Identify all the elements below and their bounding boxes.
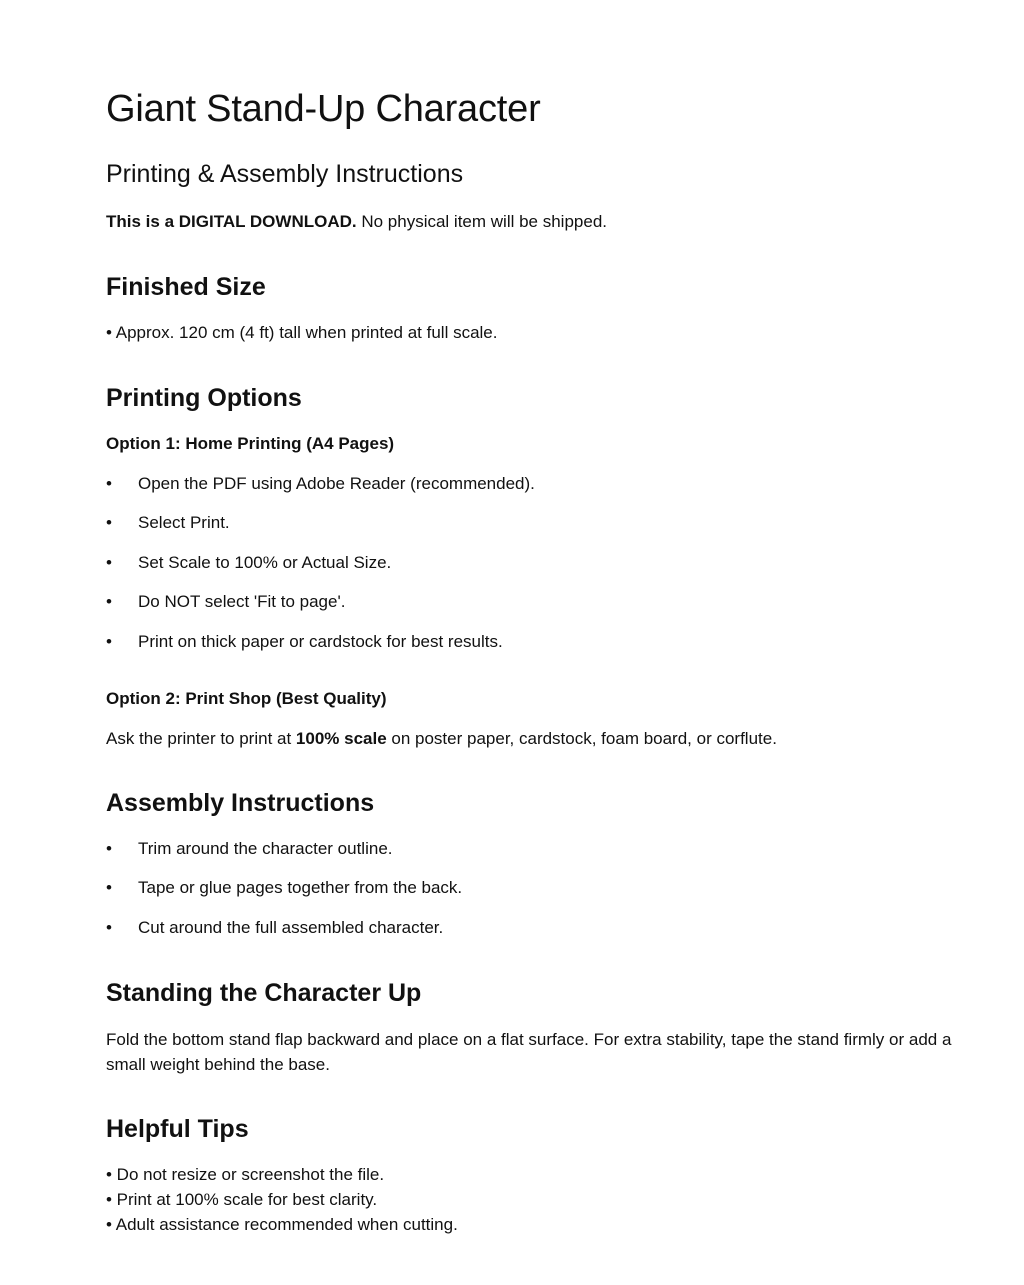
list-item-text: Cut around the full assembled character.: [138, 918, 444, 937]
page-title: Giant Stand-Up Character: [106, 88, 541, 130]
tip-item: • Print at 100% scale for best clarity.: [106, 1190, 378, 1209]
bullet-icon: •: [106, 553, 112, 572]
bullet-icon: •: [106, 513, 112, 532]
list-item-text: Print on thick paper or cardstock for best results.: [138, 632, 503, 651]
assembly-heading: Assembly Instructions: [106, 789, 375, 817]
list-item-text: Do NOT select 'Fit to page'.: [138, 592, 346, 611]
option1-heading: Option 1: Home Printing (A4 Pages): [106, 434, 395, 453]
option2-text-bold: 100% scale: [295, 729, 387, 748]
tip-item: • Do not resize or screenshot the file.: [106, 1165, 385, 1184]
finished-size-line: • Approx. 120 cm (4 ft) tall when printed at full scale.: [106, 323, 498, 342]
bullet-icon: •: [106, 878, 112, 897]
digital-download-notice: [106, 212, 607, 232]
option2-text: [106, 729, 777, 749]
bullet-icon: •: [106, 839, 112, 858]
notice-rest: No physical item will be shipped.: [356, 212, 608, 231]
finished-size-heading: Finished Size: [106, 273, 266, 301]
bullet-icon: •: [106, 474, 112, 493]
bullet-icon: •: [106, 632, 112, 651]
bullet-icon: •: [106, 592, 112, 611]
page-subtitle: Printing & Assembly Instructions: [106, 160, 464, 188]
list-item-text: Trim around the character outline.: [138, 839, 393, 858]
list-item-text: Tape or glue pages together from the back.: [138, 878, 463, 897]
standing-heading: Standing the Character Up: [106, 979, 422, 1007]
tip-item: • Adult assistance recommended when cutting.: [106, 1215, 458, 1234]
list-item-text: Open the PDF using Adobe Reader (recommended).: [138, 474, 535, 493]
list-item-text: Select Print.: [138, 513, 230, 532]
bullet-icon: •: [106, 918, 112, 937]
standing-text: Fold the bottom stand flap backward and place on a flat surface. For extra stability, tape the stand firmly or add a small weight behind the base.: [106, 1030, 952, 1074]
option2-text-pre: Ask the printer to print at: [106, 729, 296, 748]
option2-heading: Option 2: Print Shop (Best Quality): [106, 689, 387, 708]
tips-heading: Helpful Tips: [106, 1115, 249, 1143]
option2-text-post: on poster paper, cardstock, foam board, or corflute.: [386, 729, 777, 748]
printing-options-heading: Printing Options: [106, 384, 302, 412]
list-item-text: Set Scale to 100% or Actual Size.: [138, 553, 392, 572]
notice-bold: This is a DIGITAL DOWNLOAD.: [106, 212, 357, 231]
